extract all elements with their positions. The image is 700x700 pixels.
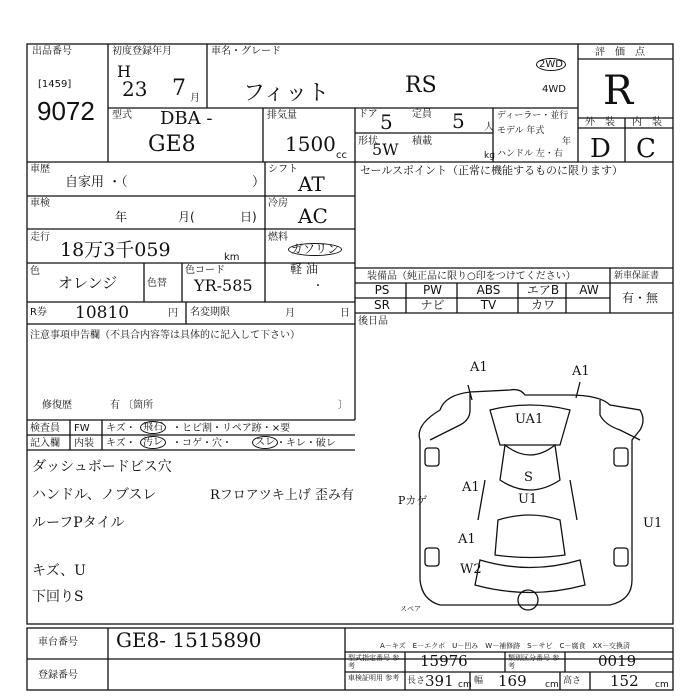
- repair-value: 有 〔箇所: [110, 400, 154, 411]
- equip-item-row2-3: TV: [480, 298, 497, 312]
- ext-score: D: [590, 134, 611, 164]
- mark-a1-mid: A1: [458, 532, 476, 547]
- load-label: 積載: [412, 136, 432, 147]
- check-int-koge: ・コゲ・穴・: [172, 438, 232, 449]
- cert-label: 車検証明用 参考: [348, 674, 400, 682]
- insp-day: 日): [240, 210, 257, 224]
- width-label: 幅: [474, 676, 484, 686]
- mark-ua1: UA1: [515, 412, 544, 427]
- seats: 5: [452, 109, 465, 133]
- name-label: 車名・グレード: [211, 46, 281, 57]
- class-no: 0019: [598, 652, 637, 670]
- int-score: C: [636, 134, 656, 164]
- model-code: GE8: [148, 132, 196, 157]
- nc-day: 日: [340, 308, 350, 319]
- int-label: 内 装: [632, 117, 662, 128]
- check-int-sure: スレ: [252, 436, 278, 449]
- shape: 5W: [372, 140, 399, 159]
- era: H: [117, 62, 131, 81]
- kg-unit: kg: [484, 151, 495, 161]
- height-cm: cm: [655, 680, 669, 690]
- width: 169: [498, 672, 527, 690]
- doors: 5: [380, 110, 393, 134]
- note-line-4: キズ、U: [32, 563, 86, 579]
- class-label: 類別区分番号 参考: [508, 654, 560, 670]
- mark-s: S: [524, 470, 533, 485]
- first-reg-label: 初度登録年月: [112, 46, 172, 57]
- grade: RS: [405, 73, 437, 98]
- check-fw-kizu: キズ・: [106, 423, 136, 434]
- equip-item-4: エアB: [526, 283, 560, 297]
- name-change-label: 名変期限: [190, 307, 230, 318]
- warranty-label: 新車保証書: [614, 271, 660, 281]
- check-label-2: 記入欄: [30, 438, 60, 449]
- cc-unit: cc: [336, 150, 347, 161]
- history-close: ）: [252, 175, 266, 190]
- mark-a1-fl: A1: [470, 360, 488, 375]
- mileage: 18万3千059: [60, 239, 171, 261]
- check-int-kizu: キズ・: [106, 438, 136, 449]
- type-no: 15976: [420, 652, 468, 670]
- inspection-label: 車検: [30, 198, 50, 209]
- check-int: 内装: [74, 438, 94, 449]
- height-label: 高さ: [563, 676, 582, 686]
- equip-item-1: PS: [374, 283, 390, 297]
- note-right: Rフロアツキ上げ 歪み有: [210, 488, 354, 503]
- reg-year: 23: [122, 77, 148, 101]
- warranty-value: 有・無: [622, 291, 659, 305]
- history-value: 自家用 ・（: [65, 175, 128, 190]
- person-unit: 人: [484, 122, 494, 133]
- drive-4wd: 4WD: [542, 84, 566, 95]
- later-label: 後日品: [358, 316, 388, 327]
- equip-item-2: PW: [422, 283, 443, 297]
- ac: AC: [298, 204, 328, 228]
- sales-label: セールスポイント（正常に機能するものに限ります）: [360, 164, 624, 177]
- displacement: 1500: [285, 132, 336, 156]
- lot-label: 出品番号: [32, 46, 72, 57]
- door-label: ドア: [358, 109, 378, 120]
- equip-item-row2-2: ナビ: [420, 298, 445, 312]
- mark-a1-side: A1: [462, 480, 480, 495]
- disp-label: 排気量: [267, 110, 297, 121]
- spare-label: スペア: [400, 605, 421, 613]
- model-label: 型式: [112, 110, 132, 121]
- check-int-yogore: 汚レ: [140, 436, 166, 449]
- damage-legend: A－キズ E－エクボ U－凹み W－補修跡 S－サビ C－腐食 XX－交換済: [380, 642, 631, 650]
- km-unit: km: [224, 252, 240, 263]
- mark-u1-right: U1: [643, 516, 663, 531]
- model-year-label: モデル 年式: [497, 126, 545, 136]
- equip-item-row2-1: SR: [374, 298, 390, 312]
- length-cm: cm: [458, 680, 472, 690]
- width-cm: cm: [545, 680, 559, 690]
- model-prefix: DBA -: [160, 108, 213, 129]
- year-unit: 年: [562, 137, 572, 147]
- reg-month: 7: [172, 76, 186, 101]
- equip-item-3: ABS: [476, 283, 501, 297]
- history-label: 車歴: [30, 164, 50, 175]
- mark-w2: W2: [460, 562, 482, 577]
- color-code-label: 色コード: [185, 265, 225, 276]
- recycle-label: R券: [30, 307, 47, 318]
- color: オレンジ: [58, 274, 118, 292]
- check-fw-tobiishi: 飛石: [140, 421, 166, 434]
- equip-label: 装備品（純正品に限り○印をつけてください）: [367, 271, 576, 282]
- type-no-label: 型式指定番号 参考: [348, 654, 400, 670]
- note-line-1: ダッシュボードビス穴: [32, 459, 172, 475]
- fuel-gas: ガソリン: [288, 243, 342, 256]
- note-line-5: 下回りS: [32, 589, 84, 605]
- ext-label: 外 装: [585, 117, 615, 128]
- chassis-label: 車台番号: [38, 637, 78, 648]
- mark-u1: U1: [518, 492, 538, 507]
- month-unit: 月: [190, 93, 200, 104]
- insp-year: 年: [115, 210, 128, 224]
- score-label: 評 価 点: [595, 47, 645, 58]
- seats-label: 定員: [412, 109, 432, 120]
- repair-label: 修復歴: [42, 400, 72, 411]
- reg-number-label: 登録番号: [38, 670, 78, 681]
- color-change-label: 色替: [147, 278, 167, 289]
- car-name: フィット: [243, 81, 330, 106]
- nc-month: 月: [285, 308, 295, 319]
- check-int-rest: ・キレ・破レ: [276, 438, 336, 449]
- ac-label: 冷房: [268, 198, 288, 209]
- fuel-diesel: 軽 油: [290, 262, 318, 276]
- note-line-2: ハンドル、ノブスレ: [32, 487, 157, 503]
- mark-a1-fr: A1: [572, 364, 590, 379]
- handle-label: ハンドル 左・右: [497, 149, 563, 159]
- lot-number: 9072: [37, 96, 95, 126]
- mark-pillar: Pカゲ: [398, 494, 428, 507]
- shape-label: 形状: [358, 136, 378, 147]
- color-label: 色: [30, 266, 40, 277]
- fuel-label: 燃料: [268, 232, 288, 243]
- shift: AT: [298, 172, 325, 196]
- color-code: YR-585: [194, 276, 253, 295]
- equip-item-5: AW: [579, 283, 599, 297]
- insp-month: 月(: [178, 210, 195, 224]
- recycle-value: 10810: [75, 303, 130, 323]
- lot-sub: [1459]: [38, 79, 72, 90]
- score: R: [603, 68, 634, 114]
- fuel-dot: ・: [313, 281, 323, 292]
- yen-unit: 円: [168, 308, 178, 319]
- length: 391: [425, 672, 454, 690]
- check-fw-rest: ・ヒビ割・リペア跡・×要: [172, 423, 291, 434]
- length-label: 長さ: [407, 676, 426, 686]
- height: 152: [610, 672, 639, 690]
- equip-item-row2-4: カワ: [530, 298, 555, 312]
- check-fw: FW: [74, 423, 90, 434]
- shift-label: シフト: [268, 164, 298, 175]
- mileage-label: 走行: [30, 232, 50, 243]
- notes-label: 注意事項申告欄（不具合内容等は具体的に記入して下さい）: [30, 330, 300, 341]
- check-label-1: 検査員: [30, 423, 60, 434]
- chassis-number: GE8- 1515890: [116, 628, 262, 652]
- repair-close: 〕: [338, 400, 348, 411]
- dealer-label: ディーラー・並行: [497, 111, 569, 121]
- drive-2wd: 2WD: [536, 58, 566, 71]
- note-line-3: ルーフPタイル: [32, 515, 125, 531]
